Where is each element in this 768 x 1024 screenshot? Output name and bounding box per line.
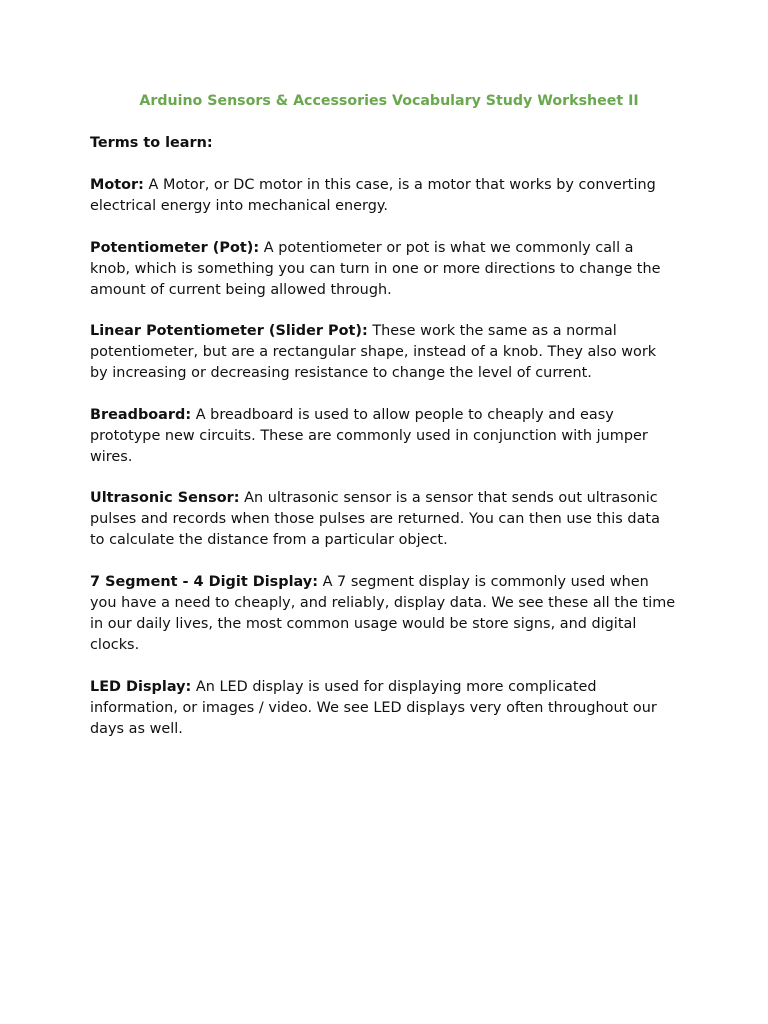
term-motor	[90, 175, 678, 217]
term-definition: A Motor, or DC motor in this case, is a motor that works by converting electrical energy into mechanical energy.	[90, 177, 656, 214]
term-led-display	[90, 677, 678, 740]
term-name: 7 Segment - 4 Digit Display:	[90, 573, 318, 590]
term-definition: An LED display is used for displaying more complicated information, or images / video. We see LED displays very often throughout our days as well.	[90, 678, 657, 737]
term-definition: A breadboard is used to allow people to cheaply and easy prototype new circuits. These are commonly used in conjunction with jumper wires.	[90, 406, 648, 465]
term-name: Motor:	[90, 177, 144, 193]
term-name: Ultrasonic Sensor:	[90, 490, 240, 507]
term-definition: These work the same as a normal potentiometer, but are a rectangular shape, instead of a knob. They also work by increasing or decreasing resistance to change the level of current.	[90, 323, 657, 382]
term-linear-potentiometer	[90, 321, 678, 384]
term-definition: A 7 segment display is commonly used when you have a need to cheaply, and reliably, display data. We see these all the time in our daily lives, the most common usage would be store signs, and digital clocks.	[90, 573, 676, 653]
term-definition: A potentiometer or pot is what we commonly call a knob, which is something you can turn in one or more directions to change the amount of current being allowed through.	[90, 239, 661, 298]
term-name: Potentiometer (Pot):	[90, 239, 260, 256]
term-definition: An ultrasonic sensor is a sensor that sends out ultrasonic pulses and records when those pulses are returned. You can then use this data to calculate the distance from a particular object.	[90, 490, 660, 549]
term-potentiometer	[90, 238, 678, 301]
page-title: Arduino Sensors & Accessories Vocabulary Study Worksheet II	[139, 93, 639, 109]
term-breadboard	[90, 405, 678, 468]
term-name: Breadboard:	[90, 406, 192, 423]
term-ultrasonic-sensor	[90, 488, 678, 551]
terms-heading: Terms to learn:	[90, 135, 213, 151]
term-name: LED Display:	[90, 678, 192, 695]
term-name: Linear Potentiometer (Slider Pot):	[90, 323, 368, 340]
term-7-segment-display	[90, 572, 678, 656]
